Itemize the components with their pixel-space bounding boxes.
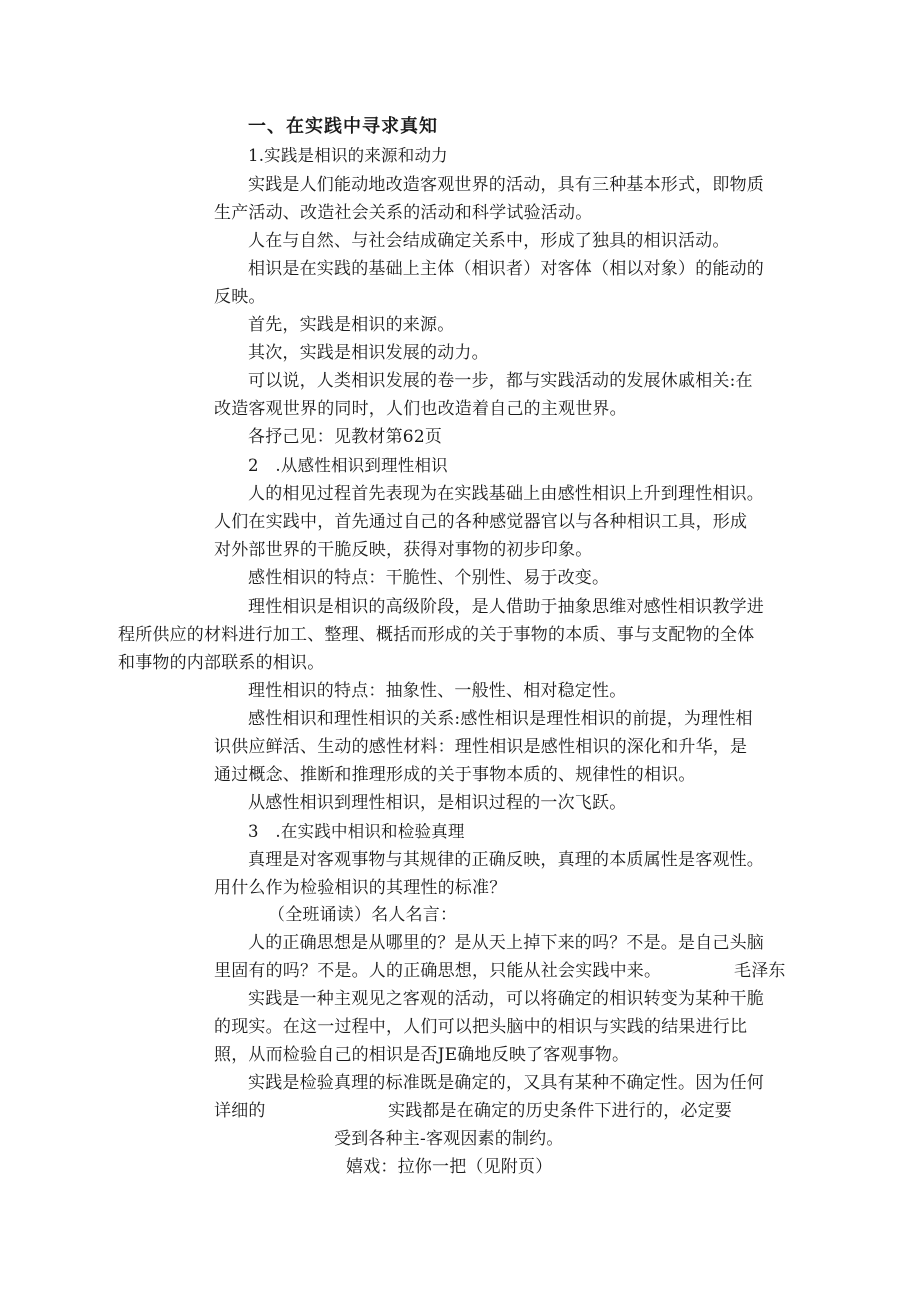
subsection-title-2: 2 .从感性相识到理性相识 [248,456,448,475]
paragraph-line: 识供应鲜活、生动的感性材料：理性相识是感性相识的深化和升华，是 [214,737,748,757]
quote-author: 毛泽东 [734,961,786,981]
paragraph-line: 通过概念、推断和推理形成的关于事物本质的、规律性的相识。 [214,765,696,785]
paragraph-line: 相识是在实践的基础上主体（相识者）对客体（相以对象）的能动的 [248,259,764,279]
paragraph-line: 实践都是在确定的历史条件下进行的，必定要 [388,1101,732,1121]
paragraph-line: 可以说，人类相识发展的卷一步，都与实践活动的发展休戚相关:在 [248,371,753,391]
subsection-title-1: 1.实践是相识的来源和动力 [248,146,448,165]
section-heading: 一、在实践中寻求真知 [248,116,438,137]
paragraph-line: 详细的 [214,1101,266,1121]
paragraph-line: 理性相识的特点：抽象性、一般性、相对稳定性。 [248,681,627,701]
paragraph-line: 嬉戏：拉你一把（见附页） [346,1157,553,1177]
paragraph-line: 理性相识是相识的高级阶段，是人借助于抽象思维对感性相识教学进 [248,597,764,617]
paragraph-line: 实践是一种主观见之客观的活动，可以将确定的相识转变为某种干脆 [248,989,764,1009]
paragraph-line: 实践是人们能动地改造客观世界的活动，具有三种基本形式，即物质 [248,175,764,195]
paragraph-line: 生产活动、改造社会关系的活动和科学试验活动。 [214,203,593,223]
paragraph-line: 反映。 [214,287,266,307]
paragraph-line: 对外部世界的干脆反映，获得对事物的初步印象。 [214,540,593,560]
paragraph-line: 其次，实践是相识发展的动力。 [248,343,489,363]
paragraph-line: 改造客观世界的同时，人们也改造着自己的主观世界。 [214,399,627,419]
paragraph-line: 的现实。在这一过程中，人们可以把头脑中的相识与实践的结果进行比 [214,1017,748,1037]
paragraph-line: 和事物的内部联系的相识。 [118,653,325,673]
paragraph-line: 感性相识的特点：干脆性、个别性、易于改变。 [248,568,610,588]
paragraph-line: 实践是检验真理的标准既是确定的，又具有某种不确定性。因为任何 [248,1073,764,1093]
paragraph-line: 首先，实践是相识的来源。 [248,315,455,335]
paragraph-line: （全班诵读）名人名言： [268,905,458,925]
paragraph-line: 用什么作为检验相识的其理性的标准？ [214,878,507,898]
paragraph-line: 人在与自然、与社会结成确定关系中，形成了独具的相识活动。 [248,231,730,251]
paragraph-line: 感性相识和理性相识的关系:感性相识是理性相识的前提，为理性相 [248,709,753,729]
paragraph-line: 程所供应的材料进行加工、整理、概括而形成的关于事物的本质、事与支配物的全体 [118,625,755,645]
subsection-title-3: 3 .在实践中相识和检验真理 [248,822,465,841]
paragraph-line: 照，从而检验自己的相识是否JE确地反映了客观事物。 [214,1045,630,1065]
quote-line: 里固有的吗？不是。人的正确思想，只能从社会实践中来。 [214,961,662,981]
paragraph-line: 受到各种主-客观因素的制约。 [334,1129,564,1149]
paragraph-line: 人们在实践中，首先通过自己的各种感觉器官以与各种相识工具，形成 [214,512,748,532]
quote-line: 人的正确思想是从哪里的？是从天上掉下来的吗？不是。是自己头脑 [248,933,764,953]
paragraph-line: 各抒己见：见教材第62页 [248,427,443,447]
paragraph-line: 从感性相识到理性相识，是相识过程的一次飞跃。 [248,793,627,813]
paragraph-line: 真理是对客观事物与其规律的正确反映，真理的本质属性是客观性。 [248,850,764,870]
paragraph-line: 人的相见过程首先表现为在实践基础上由感性相识上升到理性相识。 [248,484,764,504]
